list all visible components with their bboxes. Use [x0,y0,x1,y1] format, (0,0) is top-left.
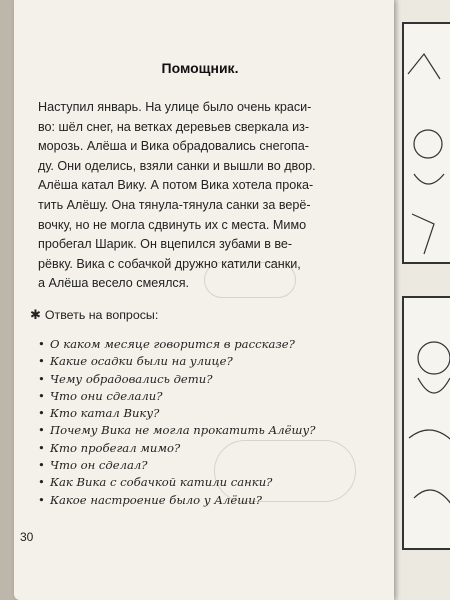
story-line: вочку, но не могла сдвинуть их с места. Мимо [38,217,307,232]
question-item: • Кто пробегал мимо? [50,440,350,457]
question-item: • Чему обрадовались дети? [50,371,350,388]
question-item: • Какое настроение было у Алёши? [50,492,350,509]
asterisk-icon: ✱ [30,307,41,322]
story-line: ду. Они оделись, взяли санки и вышли во двор. [38,158,316,173]
story-line: Наступил январь. На улице было очень краси- [38,100,312,114]
winter-scene-illustration [404,24,450,262]
story-title: Помощник. [161,60,239,76]
story-line: тить Алёшу. Она тянула-тянула санки за верё- [38,197,311,212]
story-line: рёвку. Вика с собачкой дружно катили санки, [38,256,301,271]
questions-list [50,336,350,509]
illustration-panel-bottom [402,296,450,550]
story-text [38,98,368,294]
story-line: а Алёша весело смеялся. [38,276,190,291]
question-item: • Какие осадки были на улице? [50,353,350,370]
story-line: во: шёл снег, на ветках деревьев сверкала из- [38,119,310,134]
question-item: • О каком месяце говорится в рассказе? [50,336,350,353]
question-item: • Что он сделал? [50,457,350,474]
story-line: морозь. Алёша и Вика обрадовались снегопа- [38,139,309,154]
child-with-sled-illustration [404,298,450,548]
questions-heading [30,307,158,323]
question-item: • Кто катал Вику? [50,405,350,422]
page-number: 30 [20,530,34,544]
left-page [14,0,394,600]
question-item: • Что они сделали? [50,388,350,405]
questions-heading-text: Ответь на вопросы: [44,308,159,322]
question-item: • Как Вика с собачкой катили санки? [50,474,350,491]
story-line: Алёша катал Вику. А потом Вика хотела прока- [38,178,314,193]
illustration-panel-top [402,22,450,264]
question-item: • Почему Вика не могла прокатить Алёшу? [50,422,350,439]
story-line: пробегал Шарик. Он вцепился зубами в ве- [38,237,293,252]
